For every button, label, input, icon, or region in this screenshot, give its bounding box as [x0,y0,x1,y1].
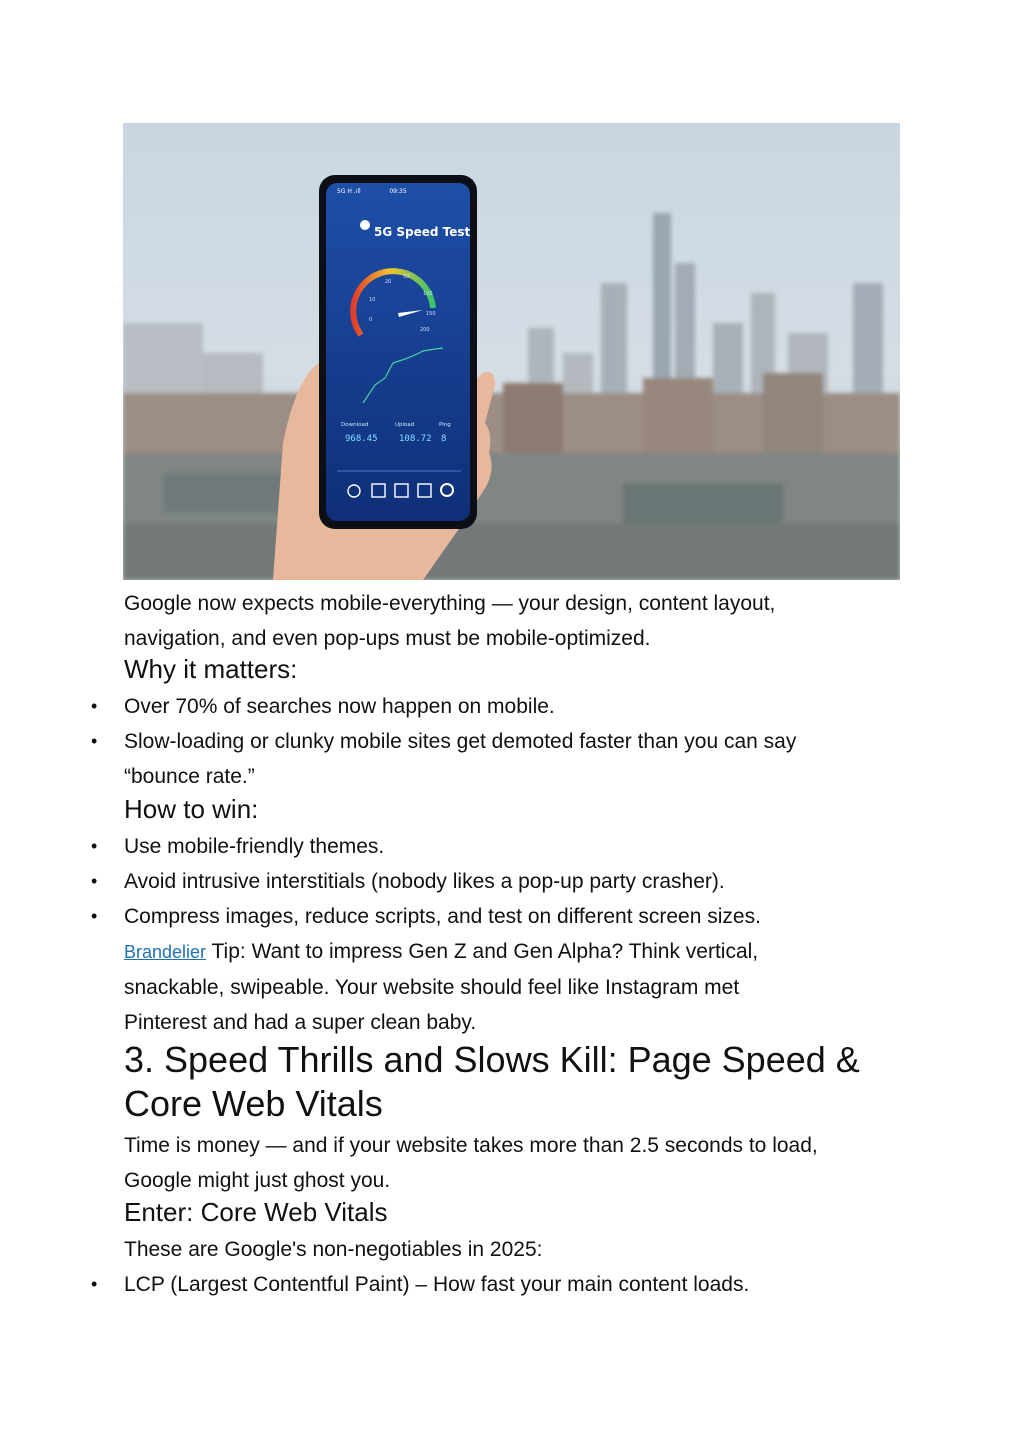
list-item [91,864,904,899]
core-web-vitals-list [91,1267,904,1302]
ping-label: Ping [439,422,451,428]
list-item-continuation [124,759,904,794]
list-item-text: Slow-loading or clunky mobile sites get demoted faster than you can say [124,730,797,753]
core-web-vitals-intro [124,1232,904,1267]
intro-line: Google now expects mobile-everything — your design, content layout, [124,592,776,615]
list-item-text: Over 70% of searches now happen on mobile. [124,695,555,718]
bullet: • [91,696,98,716]
list-item [91,829,904,864]
speed-test-photo [123,123,900,580]
download-label: Download [341,422,369,428]
bullet: • [91,906,98,926]
hero-image [123,123,900,580]
intro-paragraph [124,586,904,656]
phone [319,175,477,529]
how-heading: How to win: [124,794,259,824]
gauge-tick: 200 [420,327,430,333]
bullet: • [91,836,98,856]
section-3 [124,1038,904,1126]
gauge-tick: 100 [423,291,433,297]
bullet: • [91,1274,98,1294]
gauge-tick: 10 [369,297,376,303]
globe-icon [360,220,370,230]
download-value: 968.45 [345,434,378,444]
ping-value: 8 [441,434,447,444]
list-item-text: Avoid intrusive interstitials (nobody likes a pop-up party crasher). [124,870,725,893]
status-time: 09:35 [389,188,407,195]
tip-line: Pinterest and had a super clean baby. [124,1011,477,1034]
bullet: • [91,871,98,891]
gauge-tick: 0 [369,317,373,323]
list-item-text: Compress images, reduce scripts, and test on different screen sizes. [124,905,761,928]
list-item-text: LCP (Largest Contentful Paint) – How fast your main content loads. [124,1273,750,1296]
tip-line: snackable, swipeable. Your website should feel like Instagram met [124,976,740,999]
core-web-vitals-heading: Enter: Core Web Vitals [124,1197,388,1227]
gauge-tick: 150 [426,311,436,317]
upload-value: 108.72 [399,434,432,444]
list-item [91,1267,904,1302]
list-item [91,689,904,724]
status-left: 5G H .ıll [337,188,361,195]
app-title: 5G Speed Test [374,225,471,239]
list-item [91,899,904,934]
tip-text: Tip: Want to impress Gen Z and Gen Alpha? Think vertical, [206,940,759,963]
paragraph-line: These are Google's non-negotiables in 2025: [124,1238,543,1261]
brandelier-link[interactable]: Brandelier [124,942,207,962]
list-item-text: Use mobile-friendly themes. [124,835,385,858]
list-item [91,724,904,759]
how-list [91,829,904,934]
gauge-tick: 50 [403,274,410,280]
why-section [124,654,904,684]
bullet: • [91,731,98,751]
why-list [91,689,904,794]
section-3-heading: Core Web Vitals [124,1083,383,1124]
why-heading: Why it matters: [124,654,298,684]
how-section [124,794,904,824]
tip-paragraph [124,934,904,1040]
section-3-paragraph [124,1128,904,1198]
section-3-heading: 3. Speed Thrills and Slows Kill: Page Speed & [124,1039,860,1080]
list-item-text: “bounce rate.” [124,765,255,788]
paragraph-line: Google might just ghost you. [124,1169,391,1192]
tip-line [124,934,904,970]
gauge-tick: 20 [385,279,392,285]
paragraph-line: Time is money — and if your website takes more than 2.5 seconds to load, [124,1134,818,1157]
core-web-vitals-section [124,1197,904,1227]
upload-label: Upload [395,422,415,428]
intro-line: navigation, and even pop-ups must be mobile-optimized. [124,627,651,650]
